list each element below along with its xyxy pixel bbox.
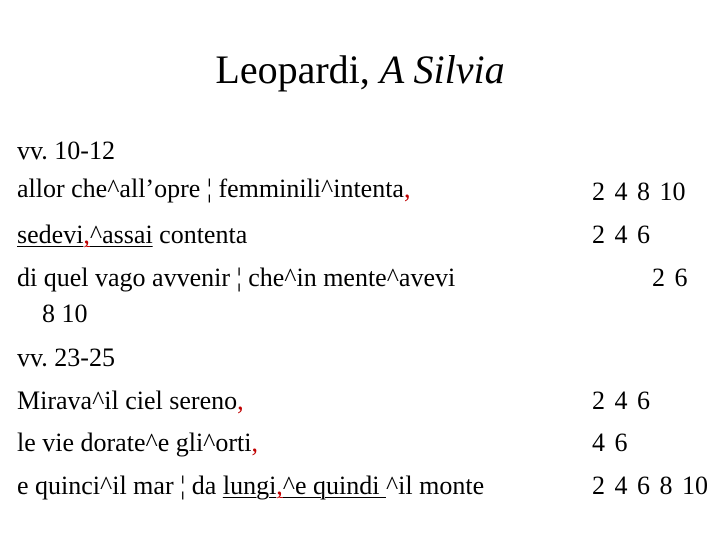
title-author: Leopardi,: [215, 47, 370, 92]
verse-line: le vie dorate^e gli^orti,: [17, 428, 258, 457]
stress-numbers: 4 6: [592, 428, 628, 457]
section1-heading: vv. 10-12: [17, 136, 115, 165]
stress-numbers: 2 4 6: [592, 220, 650, 249]
slide-title: [0, 46, 720, 94]
verse-line: di quel vago avvenir ¦ che^in mente^avevi: [17, 263, 456, 292]
title-work: A Silvia: [379, 47, 505, 92]
stress-numbers: 2 6: [652, 263, 688, 292]
verse-line: allor che^all’opre ¦ femminili^intenta,: [17, 174, 411, 203]
stress-numbers: 2 4 6 8 10: [592, 471, 708, 500]
verse-line: sedevi,^assai contenta: [17, 220, 248, 249]
verse-line: e quinci^il mar ¦ da lungi,^e quindi ^il monte: [17, 471, 485, 500]
stress-numbers: 2 4 8 10: [592, 177, 686, 206]
verse-line: 8 10: [42, 299, 88, 328]
stress-numbers: 2 4 6: [592, 386, 650, 415]
section2-heading: vv. 23-25: [17, 343, 115, 372]
verse-line: Mirava^il ciel sereno,: [17, 386, 244, 415]
